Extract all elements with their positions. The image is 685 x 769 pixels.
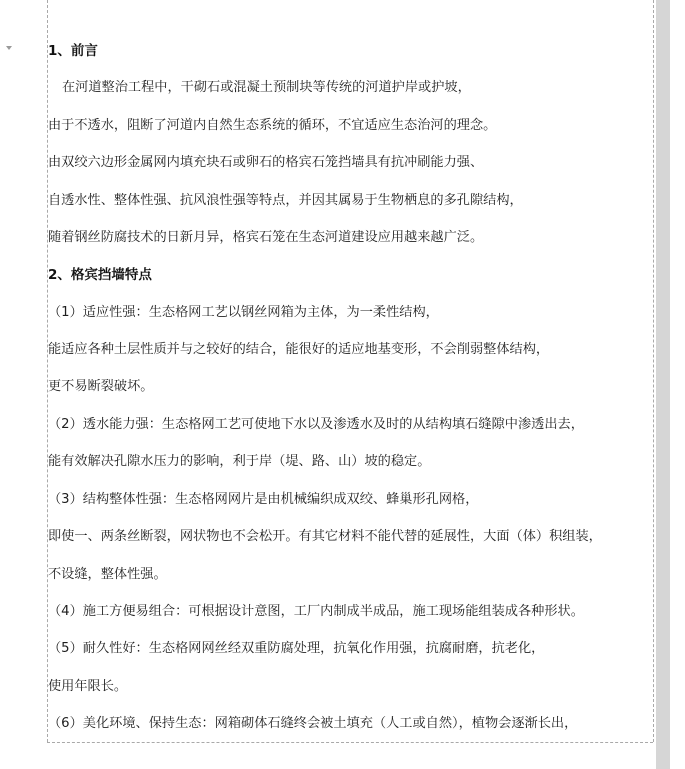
paragraph-line: （6）美化环境、保持生态：网箱砌体石缝终会被土填充（人工或自然），植物会逐渐长出，	[48, 716, 578, 731]
heading-preface: 1、前言	[48, 43, 98, 59]
left-margin-guide	[47, 0, 48, 742]
paragraph-line: （3）结构整体性强：生态格网网片是由机械编织成双绞、蜂巢形孔网格，	[48, 492, 479, 507]
paragraph-line: （4）施工方便易组合：可根据设计意图，工厂内制成半成品，施工现场能组装成各种形状。	[48, 604, 584, 619]
bottom-margin-guide	[47, 742, 653, 743]
paragraph-line: 更不易断裂破坏。	[48, 379, 154, 394]
paragraph-line: 由双绞六边形金属网内填充块石或卵石的格宾石笼挡墙具有抗冲刷能力强、	[48, 155, 484, 170]
paragraph-line: （5）耐久性好：生态格网网丝经双重防腐处理，抗氧化作用强，抗腐耐磨，抗老化，	[48, 641, 545, 656]
paragraph-line: 使用年限长。	[48, 679, 128, 694]
paragraph-line: （2）透水能力强：生态格网工艺可使地下水以及渗透水及时的从结构填石缝隙中渗透出去，	[48, 417, 584, 432]
collapse-triangle-icon[interactable]	[6, 46, 12, 50]
paragraph-line: 不设缝，整体性强。	[48, 567, 167, 582]
paragraph-line: 随着钢丝防腐技术的日新月异，格宾石笼在生态河道建设应用越来越广泛。	[48, 230, 484, 245]
vertical-scrollbar[interactable]	[656, 0, 670, 769]
paragraph-line: 能适应各种土层性质并与之较好的结合，能很好的适应地基变形，不会削弱整体结构，	[48, 342, 550, 357]
paragraph-line: 即使一、两条丝断裂，网状物也不会松开。有其它材料不能代替的延展性，大面（体）积组装，	[48, 529, 602, 544]
paragraph-line: 由于不透水，阻断了河道内自然生态系统的循环，不宜适应生态治河的理念。	[48, 118, 497, 133]
window-edge	[670, 0, 685, 769]
paragraph-line: 能有效解决孔隙水压力的影响，利于岸（堤、路、山）坡的稳定。	[48, 454, 431, 469]
paragraph-line: 自透水性、整体性强、抗风浪性强等特点，并因其属易于生物栖息的多孔隙结构，	[48, 193, 523, 208]
paragraph-line: 在河道整治工程中，干砌石或混凝土预制块等传统的河道护岸或护坡，	[62, 80, 471, 95]
scrollbar-thumb[interactable]	[656, 0, 670, 769]
paragraph-line: （1）适应性强：生态格网工艺以钢丝网箱为主体，为一柔性结构，	[48, 305, 439, 320]
heading-gabion-features: 2、格宾挡墙特点	[48, 267, 152, 283]
right-margin-guide	[653, 0, 654, 742]
